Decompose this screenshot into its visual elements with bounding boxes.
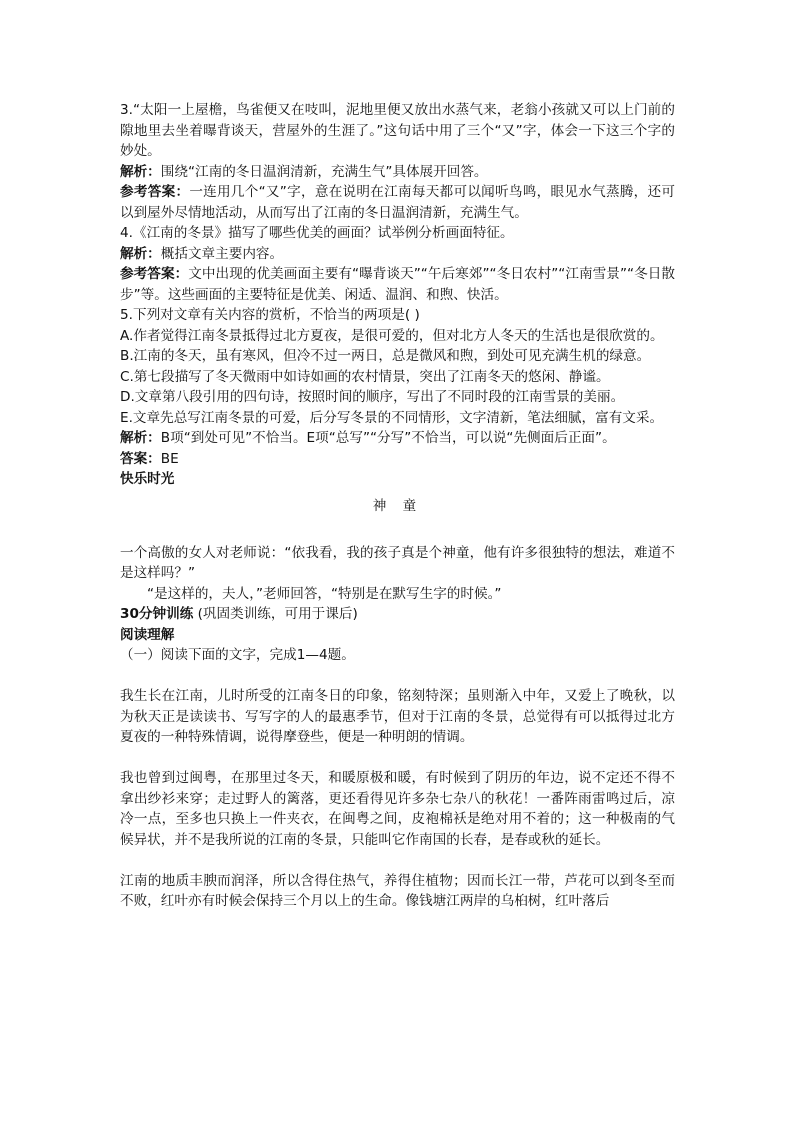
story-line-2: “是这样的，夫人，”老师回答，“特别是在默写生字的时候。” xyxy=(147,585,502,602)
answer-4 xyxy=(120,264,675,305)
training-note: (巩固类训练，可用于课后) xyxy=(197,606,358,622)
option-c: C.第七段描写了冬天微雨中如诗如画的农村情景，突出了江南冬天的悠闲、静谧。 xyxy=(120,368,610,385)
option-b: B.江南的冬天，虽有寒风，但冷不过一两日，总是微风和煦，到处可见充满生机的绿意。 xyxy=(120,348,651,364)
question-5: 5.下列对文章有关内容的赏析，不恰当的两项是( ) xyxy=(120,307,420,323)
analysis-label: 解析： xyxy=(120,163,161,180)
passage-paragraph-1: 我生长在江南，儿时所受的江南冬日的印象，铭刻特深；虽则渐入中年，又爱上了晚秋，以为秋天正是读读书、写写字的人的最惠季节，但对于江南的冬景，总觉得有可以抵得过北方夏夜的一种特殊情调，说得摩登些，便是一种明朗的情调。 xyxy=(120,688,675,745)
question-3: 3.“太阳一上屋檐，鸟雀便又在吱叫，泥地里便又放出水蒸气来，老翁小孩就又可以上门前的隙地里去坐着曝背谈天，营屋外的生涯了。”这句话中用了三个“又”字，体会一下这三个字的妙处。 xyxy=(120,102,675,159)
passage-paragraph-3: 江南的地质丰腴而润泽，所以含得住热气，养得住植物；因而长江一带，芦花可以到冬至而不败，红叶亦有时候会保持三个月以上的生命。像钱塘江两岸的乌桕树，红叶落后 xyxy=(120,872,675,909)
reading-heading: 阅读理解 xyxy=(120,626,175,643)
analysis-label: 解析： xyxy=(120,430,161,446)
answer-label: 答案： xyxy=(120,450,161,467)
reading-instruction: （一）阅读下面的文字，完成1—4题。 xyxy=(120,647,355,663)
option-d: D.文章第八段引用的四句诗，按照时间的顺序，写出了不同时段的江南雪景的美丽。 xyxy=(120,389,625,405)
spacer xyxy=(120,850,675,871)
story-line-1: 一个高傲的女人对老师说：“依我看，我的孩子真是个神童，他有许多很独特的想法，难道不是这样吗？” xyxy=(120,544,675,581)
answer-3 xyxy=(120,182,675,223)
analysis-4 xyxy=(120,244,675,265)
happy-time-heading: 快乐时光 xyxy=(120,471,175,487)
passage-paragraph-2: 我也曾到过闽粤，在那里过冬天，和暖原极和暖，有时候到了阴历的年边，说不定还不得不拿出纱衫来穿；走过野人的篱落，更还看得见许多杂七杂八的秋花！一番阵雨雷鸣过后，凉冷一点，至多也只换上一件夹衣，在闽粤之间，皮袍棉袄是绝对用不着的；这一种极南的气候异状，并不是我所说的江南的冬景，只能叫它作南国的长春，是春或秋的延长。 xyxy=(120,770,675,848)
spacer xyxy=(120,666,675,687)
analysis-text: 围绕“江南的冬日温润清新，充满生气”具体展开回答。 xyxy=(160,163,488,180)
answer-label: 参考答案： xyxy=(120,184,190,200)
spacer xyxy=(120,522,675,543)
analysis-label: 解析： xyxy=(120,245,161,262)
spacer xyxy=(120,748,675,769)
document-page xyxy=(120,100,675,912)
answer-5 xyxy=(120,449,675,470)
option-a: A.作者觉得江南冬景抵得过北方夏夜，是很可爱的，但对北方人冬天的生活也是很欣赏的。 xyxy=(120,327,664,344)
analysis-5 xyxy=(120,428,675,449)
analysis-text: 概括文章主要内容。 xyxy=(160,245,284,262)
training-label: 30分钟训练 xyxy=(120,606,194,622)
answer-text: 文中出现的优美画面主要有“曝背谈天”“午后寒郊”“冬日农村”“江南雪景”“冬日散步”等。这些画面的主要特征是优美、闲适、温润、和煦、快活。 xyxy=(120,266,675,303)
answer-text: 一连用几个“又”字，意在说明在江南每天都可以闻听鸟鸣，眼见水气蒸腾，还可以到屋外尽情地活动，从而写出了江南的冬日温润清新，充满生气。 xyxy=(120,184,675,221)
question-4: 4.《江南的冬景》描写了哪些优美的画面？试举例分析画面特征。 xyxy=(120,225,514,241)
answer-label: 参考答案： xyxy=(120,266,189,282)
training-heading xyxy=(120,604,675,625)
option-e: E.文章先总写江南冬景的可爱，后分写冬景的不同情形，文字清新，笔法细腻，富有文采。 xyxy=(120,409,664,426)
analysis-text: B项“到处可见”不恰当。E项“总写”“分写”不恰当，可以说“先侧面后正面”。 xyxy=(160,430,616,446)
answer-text: BE xyxy=(160,450,179,467)
analysis-3 xyxy=(120,162,675,183)
story-title: 神 童 xyxy=(372,497,423,514)
